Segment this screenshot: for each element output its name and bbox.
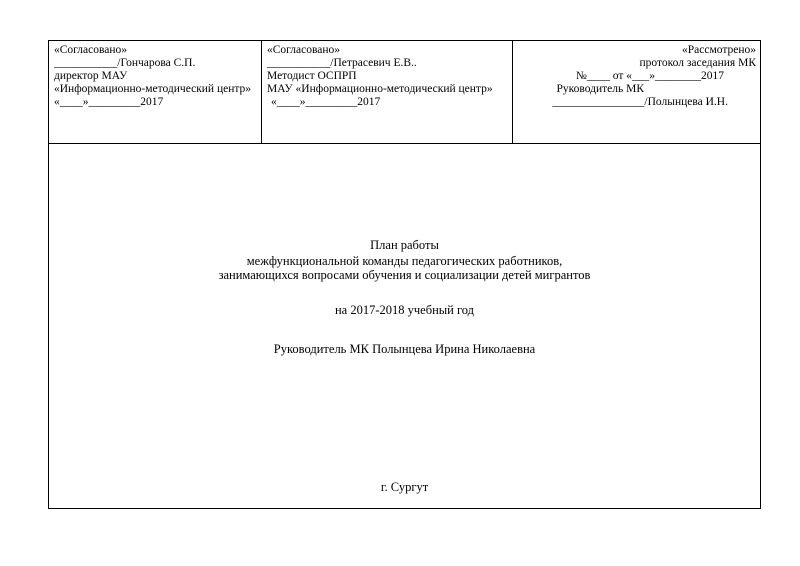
approval-left-position: директор МАУ: [54, 70, 128, 82]
approval-middle-title: «Согласовано»: [267, 44, 341, 56]
approval-left-date: «____»_________2017: [54, 96, 164, 108]
approval-left-organization: «Информационно-методический центр»: [54, 83, 252, 95]
approval-middle-position: Методист ОСПРП: [267, 70, 357, 82]
approval-header: [49, 41, 760, 144]
approval-right-signature: ________________/Полынцева И.Н.: [552, 96, 728, 108]
approval-right-head: Руководитель МК: [556, 83, 644, 95]
approval-cell-left: [49, 41, 262, 143]
approval-left-title: «Согласовано»: [54, 44, 128, 56]
plan-title: План работы: [370, 238, 439, 252]
approval-middle-signature: ___________/Петрасевич Е.В..: [267, 57, 417, 69]
approval-right-title: «Рассмотрено»: [681, 44, 756, 56]
approval-cell-right: [513, 41, 762, 143]
plan-subtitle-line2: занимающихся вопросами обучения и социализации детей мигрантов: [218, 268, 591, 282]
plan-head: Руководитель МК Полынцева Ирина Николаевна: [273, 342, 536, 356]
approval-middle-date: «____»_________2017: [271, 96, 381, 108]
approval-left-signature: ___________/Гончарова С.П.: [54, 57, 196, 69]
approval-right-number-date: №____ от «___»________2017: [575, 70, 724, 82]
approval-right-protocol: протокол заседания МК: [639, 57, 756, 69]
plan-year: на 2017-2018 учебный год: [334, 303, 475, 317]
approval-middle-organization: МАУ «Информационно-методический центр»: [267, 83, 493, 95]
plan-subtitle-line1: межфункциональной команды педагогических работников,: [246, 254, 563, 268]
plan-city: г. Сургут: [380, 480, 429, 494]
document-frame: [48, 40, 761, 509]
document-body: [49, 144, 760, 510]
approval-cell-middle: [262, 41, 513, 143]
